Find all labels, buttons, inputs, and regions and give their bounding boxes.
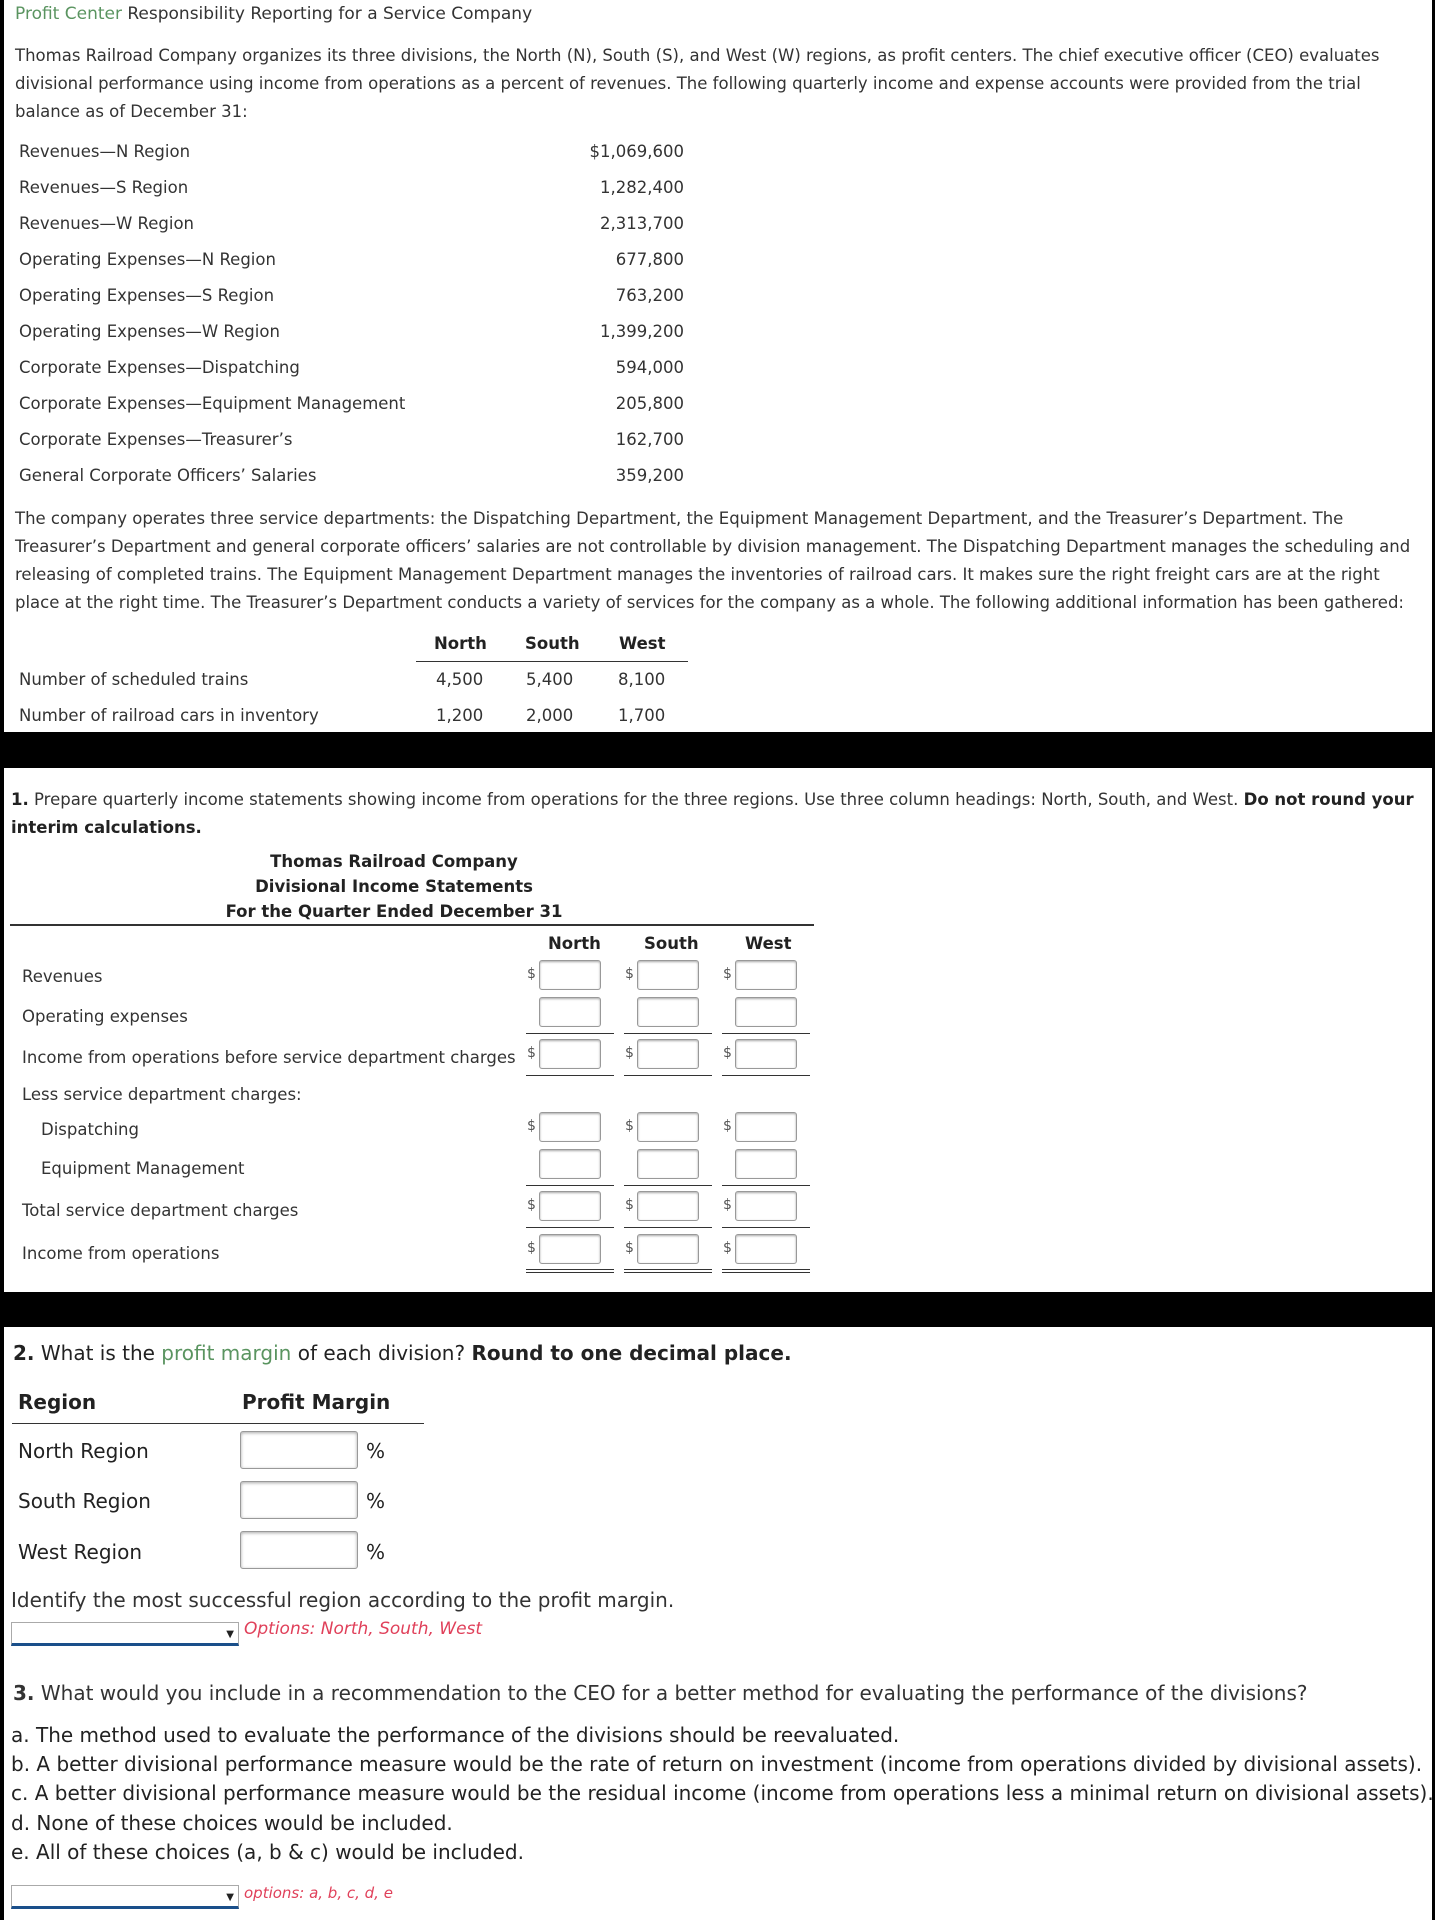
column-header-north: North: [548, 934, 601, 953]
header-rule: [416, 661, 688, 662]
table-row: Corporate Expenses—Treasurer’s 162,700: [19, 430, 684, 449]
chevron-down-icon: ▼: [226, 1892, 234, 1903]
west-income-before-input[interactable]: [735, 1039, 797, 1069]
west-opex-input[interactable]: [735, 997, 797, 1027]
identify-question: Identify the most successful region according to the profit margin.: [11, 1588, 675, 1612]
south-dispatching-input[interactable]: [637, 1112, 699, 1142]
north-opex-input[interactable]: [539, 997, 601, 1027]
option-a: a. The method used to evaluate the performance of the divisions should be reevaluated.: [11, 1723, 900, 1747]
column-header-west: West: [745, 934, 792, 953]
north-region-label: North Region: [18, 1439, 149, 1463]
west-income-input[interactable]: [735, 1234, 797, 1264]
north-equipment-input[interactable]: [539, 1149, 601, 1179]
row-label: Number of scheduled trains: [19, 670, 249, 689]
profit-margin-column-header: Profit Margin: [242, 1390, 391, 1414]
operating-expenses-label: Operating expenses: [22, 1007, 188, 1026]
north-income-input[interactable]: [539, 1234, 601, 1264]
table-row: Revenues—W Region 2,313,700: [19, 214, 684, 233]
table-row: Revenues—N Region $1,069,600: [19, 142, 684, 161]
south-opex-input[interactable]: [637, 997, 699, 1027]
west-dispatching-input[interactable]: [735, 1112, 797, 1142]
column-header-south: South: [644, 934, 699, 953]
column-header: West: [619, 634, 666, 653]
north-dispatching-input[interactable]: [539, 1112, 601, 1142]
west-region-label: West Region: [18, 1540, 142, 1564]
west-profit-margin-input[interactable]: [240, 1531, 358, 1569]
south-total-charges-input[interactable]: [637, 1191, 699, 1221]
question-3-text: 3. What would you include in a recommendation to the CEO for a better method for evaluating the performance of the divisions?: [13, 1681, 1308, 1705]
table-row: Operating Expenses—N Region 677,800: [19, 250, 684, 269]
equipment-management-label: Equipment Management: [41, 1159, 245, 1178]
option-b: b. A better divisional performance measure would be the rate of return on investment (income from operations divided by divisional assets).: [11, 1752, 1423, 1776]
north-profit-margin-input[interactable]: [240, 1431, 358, 1469]
south-region-label: South Region: [18, 1489, 151, 1513]
company-name: Thomas Railroad Company: [270, 852, 518, 871]
recommendation-select[interactable]: [11, 1885, 239, 1909]
revenues-label: Revenues: [22, 967, 103, 986]
table-row: General Corporate Officers’ Salaries 359,200: [19, 466, 684, 485]
option-c: c. A better divisional performance measure would be the residual income (income from operations less a minimal return on divisional assets).: [11, 1781, 1434, 1805]
north-total-charges-input[interactable]: [539, 1191, 601, 1221]
questions-2-3-panel: 2. What is the profit margin of each division? Round to one decimal place. Region Profit Margin North Region % South Region % West Region % Identify the most successful region according to the profit margin. ▼ Options: North, South, West 3. What would you include in a recommendation to the CEO for a better method for evaluating the performance of the divisions? a. The method used to evaluate the performance of the divisions should be reevaluated. b. A better divisional performance measure would be the rate of return on investment (income from operations divided by divisional assets). c. A better divisional performance measure would be the residual income (income from operations less a minimal return on divisional assets). d. None of these choices would be included. e. All of these choices (a, b & c) would be included. ▼ options: a, b, c, d, e: [4, 1327, 1432, 1920]
profit-center-link[interactable]: Profit Center: [15, 4, 122, 24]
question-1-text: 1. Prepare quarterly income statements showing income from operations for the three regions. Use three column headings: North, South, and West. Do not round your interim calculations.: [11, 790, 1414, 837]
table-row: Operating Expenses—W Region 1,399,200: [19, 322, 684, 341]
title-rule: [10, 924, 814, 926]
handwritten-options-note: Options: North, South, West: [244, 1619, 483, 1639]
intro-paragraph: Thomas Railroad Company organizes its three divisions, the North (N), South (S), and West (W) regions, as profit centers. The chief executive officer (CEO) evaluates divisional performance using income from operations as a percent of revenues. The following quarterly income and expense accounts were provided from the trial balance as of December 31:: [15, 46, 1380, 121]
question-2-text: 2. What is the profit margin of each division? Round to one decimal place.: [13, 1341, 792, 1365]
statement-name: Divisional Income Statements: [255, 877, 533, 896]
question-1-panel: 1. Prepare quarterly income statements showing income from operations for the three regions. Use three column headings: North, South, and West. Do not round your interim calculations. Thomas Railroad Company Divisional Income Statements For the Quarter Ended December 31 North South West Revenues Operating expenses Income from operations before service department charges Less service department charges: Dispatching Equipment Management Total service department charges Income from operations $ $ $ $ $ $ $ $ $ $ $ $ $ $ $: [4, 768, 1432, 1292]
south-equipment-input[interactable]: [637, 1149, 699, 1179]
option-e: e. All of these choices (a, b & c) would be included.: [11, 1840, 524, 1864]
region-column-header: Region: [18, 1390, 97, 1414]
south-revenues-input[interactable]: [637, 960, 699, 990]
profit-margin-link[interactable]: profit margin: [161, 1341, 292, 1365]
handwritten-options-note-2: options: a, b, c, d, e: [244, 1884, 393, 1902]
income-before-charges-label: Income from operations before service department charges: [22, 1048, 516, 1067]
total-charges-label: Total service department charges: [22, 1201, 299, 1220]
less-charges-label: Less service department charges:: [22, 1085, 302, 1104]
option-d: d. None of these choices would be included.: [11, 1811, 453, 1835]
service-info-paragraph: The company operates three service departments: the Dispatching Department, the Equipment Management Department, and the Treasurer’s Department. The Treasurer’s Department and general corporate officers’ salaries are not controllable by division management. The Dispatching Department manages the scheduling and releasing of completed trains. The Equipment Management Department manages the inventories of railroad cars. It makes sure the right freight cars are at the right place at the right time. The Treasurer’s Department conducts a variety of services for the company as a whole. The following additional information has been gathered:: [15, 509, 1411, 612]
problem-panel: Profit Center Responsibility Reporting for a Service Company Thomas Railroad Company organizes its three divisions, the North (N), South (S), and West (W) regions, as profit centers. The chief executive officer (CEO) evaluates divisional performance using income from operations as a percent of revenues. The following quarterly income and expense accounts were provided from the trial balance as of December 31: Revenues—N Region $1,069,600 Revenues—S Region 1,282,400 Revenues—W Region 2,313,700 Operating Expenses—N Region 677,800 Operating Expenses—S Region 763,200 Operating Expenses—W Region 1,399,200 Corporate Expenses—Dispatching 594,000 Corporate Expenses—Equipment Management 205,800 Corporate Expenses—Treasurer’s 162,700 General Corporate Officers’ Salaries 359,200 The company operates three service departments: the Dispatching Department, the Equipment Management Department, and the Treasurer’s Department. The Treasurer’s Department and general corporate officers’ salaries are not controllable by division management. The Dispatching Department manages the scheduling and releasing of completed trains. The Equipment Management Department manages the inventories of railroad cars. It makes sure the right freight cars are at the right place at the right time. The Treasurer’s Department conducts a variety of services for the company as a whole. The following additional information has been gathered: North South West Number of scheduled trains 4,500 5,400 8,100 Number of railroad cars in inventory 1,200 2,000 1,700: [4, 0, 1432, 732]
statement-period: For the Quarter Ended December 31: [225, 902, 563, 921]
table-row: Revenues—S Region 1,282,400: [19, 178, 684, 197]
north-income-before-input[interactable]: [539, 1039, 601, 1069]
problem-title: Profit Center Responsibility Reporting for a Service Company: [15, 4, 533, 24]
most-successful-region-select[interactable]: [11, 1622, 239, 1646]
south-income-input[interactable]: [637, 1234, 699, 1264]
column-header: South: [525, 634, 580, 653]
west-equipment-input[interactable]: [735, 1149, 797, 1179]
header-rule: [12, 1423, 424, 1424]
west-revenues-input[interactable]: [735, 960, 797, 990]
column-header: North: [434, 634, 487, 653]
south-profit-margin-input[interactable]: [240, 1481, 358, 1519]
table-row: Corporate Expenses—Dispatching 594,000: [19, 358, 684, 377]
income-from-operations-label: Income from operations: [22, 1244, 220, 1263]
chevron-down-icon: ▼: [226, 1629, 234, 1640]
table-row: Corporate Expenses—Equipment Management 205,800: [19, 394, 684, 413]
north-revenues-input[interactable]: [539, 960, 601, 990]
dispatching-label: Dispatching: [41, 1120, 139, 1139]
table-row: Operating Expenses—S Region 763,200: [19, 286, 684, 305]
row-label: Number of railroad cars in inventory: [19, 706, 319, 725]
south-income-before-input[interactable]: [637, 1039, 699, 1069]
west-total-charges-input[interactable]: [735, 1191, 797, 1221]
